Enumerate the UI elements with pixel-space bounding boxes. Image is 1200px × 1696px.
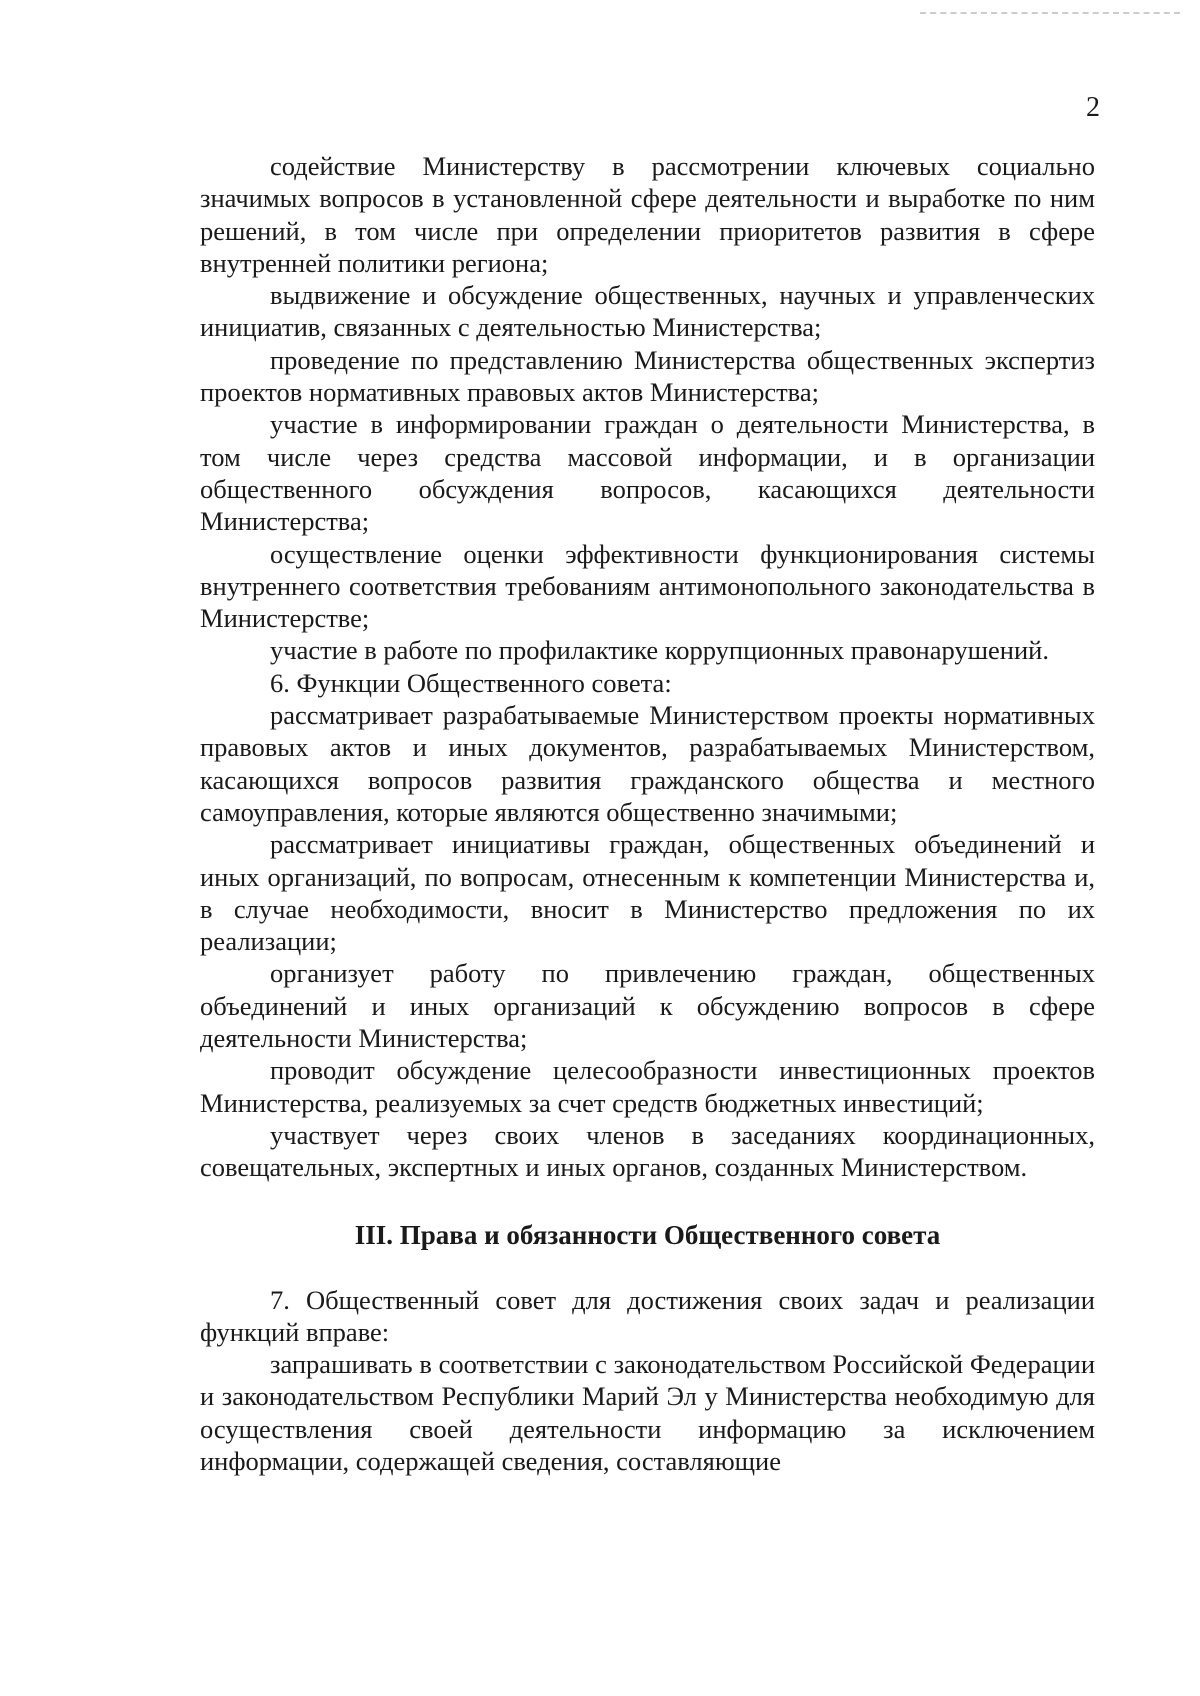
paragraph-8: рассматривает разрабатываемые Министерством проекты нормативных правовых актов и иных документов, разрабатываемых Министерством, касающихся вопросов развития гражданского общества и местного самоуправления, которые являются общественно значимыми; [200, 700, 1095, 827]
scan-artifact [920, 12, 1180, 18]
paragraph-13: 7. Общественный совет для достижения своих задач и реализации функций вправе: [200, 1284, 1095, 1347]
paragraph-6: участие в работе по профилактике коррупционных правонарушений. [270, 635, 1049, 666]
section-heading: III. Права и обязанности Общественного совета [354, 1219, 941, 1250]
paragraph-1: содействие Министерству в рассмотрении ключевых социально значимых вопросов в установленной сфере деятельности и выработке по ним решений, в том числе при определении приоритетов развития в сфере внутренней политики региона; [200, 151, 1095, 278]
paragraph-9: рассматривает инициативы граждан, общественных объединений и иных организаций, по вопросам, отнесенным к компетенции Министерства и, в случае необходимости, вносит в Министерство предложения по их реализации; [200, 829, 1095, 957]
paragraph-3: проведение по представлению Министерства общественных экспертиз проектов нормативных правовых актов Министерства; [200, 344, 1095, 408]
page-number: 2 [1086, 92, 1100, 123]
document-body [200, 150, 1095, 1477]
paragraph-14: запрашивать в соответствии с законодательством Российской Федерации и законодательством Республики Марий Эл у Министерства необходимую для осуществления своей деятельности информацию за исключением информации, содержащей сведения, составляющие [200, 1349, 1095, 1476]
paragraph-7: 6. Функции Общественного совета: [270, 667, 672, 698]
paragraph-12: участвует через своих членов в заседаниях координационных, совещательных, экспертных и иных органов, созданных Министерством. [200, 1119, 1095, 1183]
paragraph-5: осуществление оценки эффективности функционирования системы внутреннего соответствия требованиям антимонопольного законодательства в Министерстве; [200, 538, 1095, 634]
paragraph-11: проводит обсуждение целесообразности инвестиционных проектов Министерства, реализуемых за счет средств бюджетных инвестиций; [200, 1055, 1095, 1118]
paragraph-10: организует работу по привлечению граждан, общественных объединений и иных организаций к обсуждению вопросов в сфере деятельности Министерства; [200, 958, 1095, 1054]
paragraph-4: участие в информировании граждан о деятельности Министерства, в том числе через средства массовой информации, и в организации общественного обсуждения вопросов, касающихся деятельности Министерства; [200, 409, 1095, 537]
paragraph-2: выдвижение и обсуждение общественных, научных и управленческих инициатив, связанных с деятельностью Министерства; [200, 280, 1095, 343]
